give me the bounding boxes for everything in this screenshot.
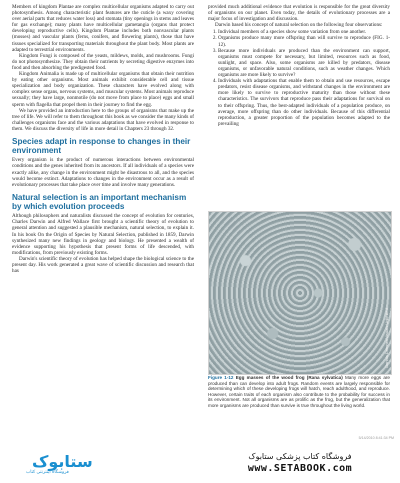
paragraph-plantae: Members of kingdom Plantae are complex multicellular organisms adapted to carry out photosynthesis. Among characteristic plant features are the cuticle (a waxy covering over aerial parts that reduces water loss) and stomata (tiny openings in stems and leaves for gas exchange); many plants have multicellular gametangia (organs that protect developing reproductive cells). Kingdom Plantae includes both nonvascular plants (mosses) and vascular plants (ferns, conifers, and flowering plants), those that have tissues specialized for transporting materials throughout the plant body. Most plants are adapted to terrestrial environments.	[12, 4, 194, 53]
frog-egg-photo	[208, 211, 392, 375]
right-column	[208, 4, 390, 127]
section-heading-natural-selection: Natural selection is an important mechanism by which evolution proceeds	[12, 192, 187, 212]
figure-caption-text: Many more eggs are produced than can develop into adult frogs. Random events are largely responsible for determining which of these developing frogs will hatch, reach adulthood, and reproduce. However, certain traits of each organism also contribute to the probability for success in its environment. Not all organisms are as prolific as the frog, but the generalization that more organisms are produced than survive is true throughout the living world.	[208, 375, 390, 408]
figure-label: Figure 1-12	[208, 375, 234, 380]
store-url-link[interactable]: www.SETABOOK.com	[247, 463, 353, 474]
store-name: فروشگاه کتاب پزشکی ستابوک	[248, 452, 352, 461]
figure-caption	[208, 375, 390, 409]
paragraph-adapt: Every organism is the product of numerous interactions between environmental conditions and the genes inherited from its ancestors. If all individuals of a species were exactly alike, any change in the environment might be disastrous to all, and the species would become extinct. Adaptations to changes in the environment occur as a result of evolutionary processes that take place over time and involve many generations.	[12, 157, 194, 188]
observation-item: 4. Individuals with adaptations that enable them to obtain and use resources, escape predators, resist disease organisms, and withstand changes in the environment are more likely to survive to reproductive maturity than those without these characteristics. The survivors that reproduce pass their adaptations for survival on to their offspring. Thus, the best-adapted individuals of a population produce, on average, more offspring than do other individuals. Because of this differential reproduction, a greater proportion of the population becomes adapted to the prevailing	[218, 78, 390, 127]
observation-item: 2. Organisms produce many more offspring than will survive to reproduce (FIG. 1-12).	[218, 35, 390, 47]
paragraph-tree-of-life: We have provided an introduction here to the groups of organisms that make up the tree of life. We will refer to them throughout this book as we consider the many kinds of challenges organisms face and the various adaptations that have evolved in response to them. We discuss the diversity of life in more detail in Chapters 23 through 32.	[12, 107, 194, 132]
left-column	[12, 4, 194, 274]
observation-item: 3. Because more individuals are produced than the environment can support, organisms must compete for necessary, but limited, resources such as food, sunlight, and space. Also, some organisms are killed by predators, disease organisms, or unfavorable natural conditions, such as weather changes. Which organisms are more likely to survive?	[218, 48, 390, 78]
logo-text: ستابوک	[32, 452, 93, 471]
observation-item: 1. Individual members of a species show some variation from one another.	[218, 29, 390, 35]
paragraph-observations-intro: Darwin based his concept of natural selection on the following four observations:	[215, 22, 383, 29]
paragraph-evidence: provided much additional evidence that evolution is responsible for the great diversity of organisms on our planet. Even today, the details of evolutionary processes are a major focus of investigation and discussion.	[208, 4, 390, 23]
paragraph-darwin-wallace: Although philosophers and naturalists discussed the concept of evolution for centuries, Charles Darwin and Alfred Wallace first brought a scientific theory of evolution to general attention and suggested a plausible mechanism, natural selection, to explain it. In his book On the Origin of Species by Natural Selection, published in 1859, Darwin synthesized many new findings in geology and biology. He presented a wealth of evidence supporting his hypothesis that present forms of life descended, with modifications, from previously existing forms.	[12, 213, 194, 256]
page-timestamp: 5/14/2010 8:41:34 PM	[358, 436, 394, 440]
observations-list	[208, 29, 390, 127]
section-heading-adapt: Species adapt in response to changes in their environment	[12, 136, 191, 156]
paragraph-fungi: Kingdom Fungi is composed of the yeasts, mildews, molds, and mushrooms. Fungi do not photosynthesize. They obtain their nutrients by secreting digestive enzymes into food and then absorbing the predigested food.	[12, 52, 194, 71]
setabook-logo[interactable]	[10, 452, 93, 478]
logo-subtitle: فروشگاه اینترنتی کتاب	[26, 470, 69, 475]
photo-credit: Dennis Drenner/Visuals Unlimited	[384, 308, 389, 368]
figure-title: Egg masses of the wood frog (Rana sylvatica)	[235, 375, 343, 380]
paragraph-animalia: Kingdom Animalia is made up of multicellular organisms that obtain their nutrition by eating other organisms. Most animals exhibit considerable cell and tissue specialization and body organization. These characters have evolved along with complex sense organs, nervous systems, and muscular systems. Most animals reproduce sexually; they have large, nonmotile (do not move from place to place) eggs and small sperm with flagella that propel them in their journey to find the egg.	[12, 71, 194, 108]
paragraph-darwin-theory: Darwin's scientific theory of evolution has helped shape the biological science to the present day. His work generated a great wave of scientific discussion and research that has	[12, 255, 194, 275]
